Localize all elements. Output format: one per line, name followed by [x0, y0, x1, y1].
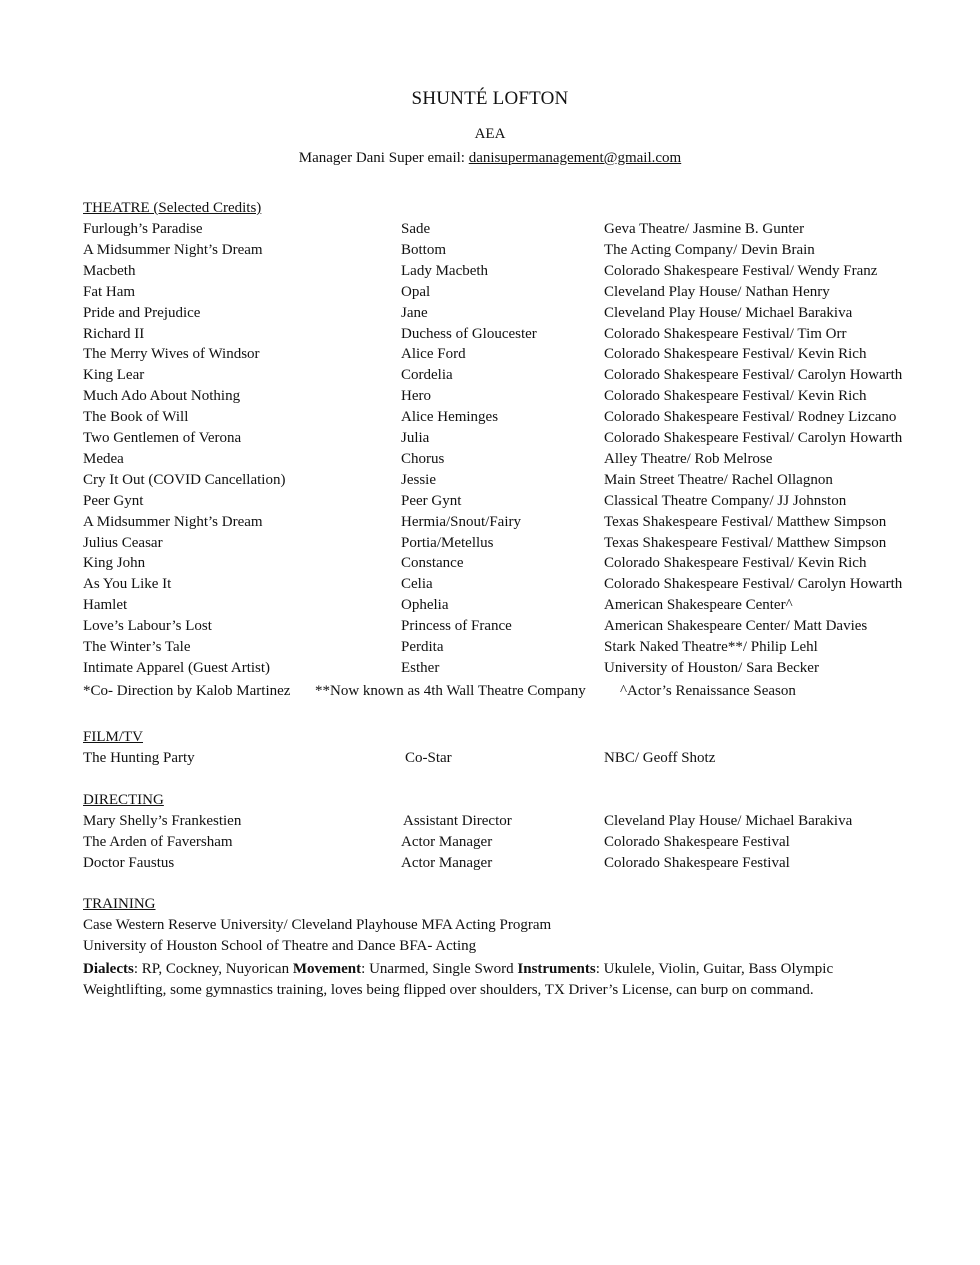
- role-cell: Assistant Director: [403, 813, 512, 829]
- title-cell: Mary Shelly’s Frankestien: [83, 813, 242, 829]
- role-cell: Princess of France: [401, 618, 512, 635]
- table-row: [0, 555, 980, 576]
- table-row: [0, 639, 980, 660]
- role-cell: Sade: [401, 221, 431, 237]
- title-cell: A Midsummer Night’s Dream: [83, 241, 263, 258]
- company-cell: Classical Theatre Company/ JJ Johnston: [604, 492, 847, 509]
- table-row: [0, 855, 980, 876]
- role-cell: Portia/Metellus: [401, 534, 494, 551]
- role-cell: Opal: [401, 283, 431, 300]
- role-cell: Jessie: [401, 471, 436, 488]
- footnote-renaissance: ^Actor’s Renaissance Season: [620, 683, 796, 699]
- role-cell: Julia: [401, 430, 430, 446]
- training-heading: TRAINING: [83, 896, 156, 912]
- actor-name: SHUNTÉ LOFTON: [411, 88, 569, 109]
- company-cell: Colorado Shakespeare Festival/ Kevin Rich: [604, 346, 867, 363]
- company-cell: Texas Shakespeare Festival/ Matthew Simpson: [604, 513, 887, 530]
- role-cell: Esther: [401, 659, 440, 676]
- company-cell: Colorado Shakespeare Festival: [604, 834, 790, 850]
- company-cell: Cleveland Play House/ Nathan Henry: [604, 283, 830, 300]
- company-cell: Texas Shakespeare Festival/ Matthew Simpson: [604, 534, 887, 551]
- table-row: [0, 493, 980, 514]
- theatre-heading: THEATRE (Selected Credits): [83, 200, 262, 216]
- role-cell: Actor Manager: [401, 855, 493, 871]
- company-cell: University of Houston/ Sara Becker: [604, 659, 819, 676]
- role-cell: Lady Macbeth: [401, 262, 489, 279]
- table-row: [0, 242, 980, 263]
- company-cell: Colorado Shakespeare Festival/ Carolyn Howarth: [604, 367, 903, 384]
- company-cell: Colorado Shakespeare Festival/ Rodney Lizcano: [604, 409, 897, 426]
- company-cell: Stark Naked Theatre**/ Philip Lehl: [604, 639, 818, 655]
- table-row: [0, 367, 980, 388]
- company-cell: Alley Theatre/ Rob Melrose: [604, 450, 773, 467]
- title-cell: Doctor Faustus: [83, 855, 175, 871]
- role-cell: Ophelia: [401, 597, 449, 614]
- table-row: [0, 451, 980, 472]
- table-row: [0, 388, 980, 409]
- title-cell: The Hunting Party: [83, 750, 195, 766]
- company-cell: American Shakespeare Center/ Matt Davies: [604, 618, 868, 635]
- company-cell: Colorado Shakespeare Festival/ Wendy Franz: [604, 262, 878, 279]
- film-tv-heading: FILM/TV: [83, 729, 143, 745]
- table-row: [0, 472, 980, 493]
- role-cell: Hermia/Snout/Fairy: [401, 513, 521, 530]
- role-cell: Celia: [401, 576, 433, 593]
- table-row: [0, 430, 980, 451]
- company-cell: Colorado Shakespeare Festival/ Kevin Rich: [604, 388, 867, 405]
- title-cell: The Arden of Faversham: [83, 834, 233, 850]
- company-cell: NBC/ Geoff Shotz: [604, 750, 716, 766]
- role-cell: Constance: [401, 555, 464, 572]
- role-cell: Cordelia: [401, 367, 453, 384]
- table-row: [0, 305, 980, 326]
- contact-prefix: Manager Dani Super email:: [298, 150, 469, 166]
- title-cell: Pride and Prejudice: [83, 304, 201, 321]
- table-row: [0, 813, 980, 834]
- title-cell: King Lear: [83, 367, 145, 384]
- company-cell: Colorado Shakespeare Festival/ Carolyn Howarth: [604, 576, 903, 593]
- training-bfa: University of Houston School of Theatre and Dance BFA- Acting: [83, 938, 477, 954]
- skill-text-movement: : Unarmed, Single Sword: [361, 961, 518, 977]
- title-cell: King John: [83, 555, 146, 572]
- footnote-co-direction: *Co- Direction by Kalob Martinez: [83, 683, 291, 699]
- table-row: [0, 346, 980, 367]
- company-cell: Cleveland Play House/ Michael Barakiva: [604, 304, 853, 321]
- title-cell: Julius Ceasar: [83, 534, 163, 551]
- company-cell: American Shakespeare Center^: [604, 597, 793, 614]
- table-row: [0, 618, 980, 639]
- title-cell: The Book of Will: [83, 409, 189, 426]
- title-cell: As You Like It: [83, 576, 172, 593]
- role-cell: Chorus: [401, 450, 445, 467]
- role-cell: Alice Ford: [401, 346, 466, 363]
- company-cell: The Acting Company/ Devin Brain: [604, 241, 815, 258]
- table-row: [0, 834, 980, 855]
- table-row: [0, 409, 980, 430]
- directing-heading: DIRECTING: [83, 792, 164, 808]
- company-cell: Colorado Shakespeare Festival/ Carolyn Howarth: [604, 430, 903, 446]
- table-row: [0, 221, 980, 242]
- title-cell: Fat Ham: [83, 283, 136, 300]
- title-cell: Two Gentlemen of Verona: [83, 430, 242, 446]
- skills-paragraph: [83, 959, 913, 1001]
- role-cell: Jane: [401, 304, 428, 321]
- table-row: [0, 750, 980, 771]
- company-cell: Geva Theatre/ Jasmine B. Gunter: [604, 221, 805, 237]
- table-row: [0, 326, 980, 347]
- email-link[interactable]: danisupermanagement@gmail.com: [468, 150, 682, 166]
- table-row: [0, 263, 980, 284]
- title-cell: Much Ado About Nothing: [83, 388, 241, 405]
- table-row: [0, 535, 980, 556]
- skill-text-dialects: : RP, Cockney, Nuyorican: [133, 961, 293, 977]
- company-cell: Cleveland Play House/ Michael Barakiva: [604, 813, 853, 829]
- title-cell: Furlough’s Paradise: [83, 221, 203, 237]
- union-affiliation: AEA: [474, 126, 506, 142]
- role-cell: Peer Gynt: [401, 492, 462, 509]
- title-cell: Macbeth: [83, 262, 136, 279]
- table-row: [0, 597, 980, 618]
- training-mfa: Case Western Reserve University/ Cleveland Playhouse MFA Acting Program: [83, 917, 552, 933]
- table-row: [0, 576, 980, 597]
- title-cell: Medea: [83, 450, 124, 467]
- title-cell: Love’s Labour’s Lost: [83, 618, 212, 635]
- title-cell: The Winter’s Tale: [83, 639, 191, 655]
- role-cell: Perdita: [401, 639, 444, 655]
- contact-line: [0, 150, 980, 167]
- title-cell: Hamlet: [83, 597, 128, 614]
- table-row: [0, 514, 980, 535]
- company-cell: Colorado Shakespeare Festival/ Kevin Rich: [604, 555, 867, 572]
- title-cell: The Merry Wives of Windsor: [83, 346, 260, 363]
- title-cell: Intimate Apparel (Guest Artist): [83, 659, 271, 676]
- title-cell: Peer Gynt: [83, 492, 144, 509]
- title-cell: A Midsummer Night’s Dream: [83, 513, 263, 530]
- role-cell: Actor Manager: [401, 834, 493, 850]
- skill-label-instruments: Instruments: [517, 961, 596, 977]
- skill-text-instruments: : Ukulele, Violin, Guitar, Bass Olympic Weightlifting, some gymnastics training, loves being flipped over shoulders, TX Driver’s License, can burp on command.: [83, 961, 834, 998]
- role-cell: Duchess of Gloucester: [401, 325, 537, 342]
- footnote-4th-wall: **Now known as 4th Wall Theatre Company: [315, 683, 586, 699]
- company-cell: Main Street Theatre/ Rachel Ollagnon: [604, 471, 833, 488]
- role-cell: Alice Heminges: [401, 409, 499, 426]
- role-cell: Hero: [401, 388, 431, 405]
- company-cell: Colorado Shakespeare Festival: [604, 855, 790, 871]
- role-cell: Bottom: [401, 241, 447, 258]
- title-cell: Richard II: [83, 325, 145, 342]
- title-cell: Cry It Out (COVID Cancellation): [83, 471, 286, 488]
- table-row: [0, 660, 980, 681]
- skill-label-dialects: Dialects: [83, 961, 134, 977]
- skill-label-movement: Movement: [292, 961, 362, 977]
- role-cell: Co-Star: [405, 750, 452, 766]
- table-row: [0, 284, 980, 305]
- company-cell: Colorado Shakespeare Festival/ Tim Orr: [604, 325, 847, 342]
